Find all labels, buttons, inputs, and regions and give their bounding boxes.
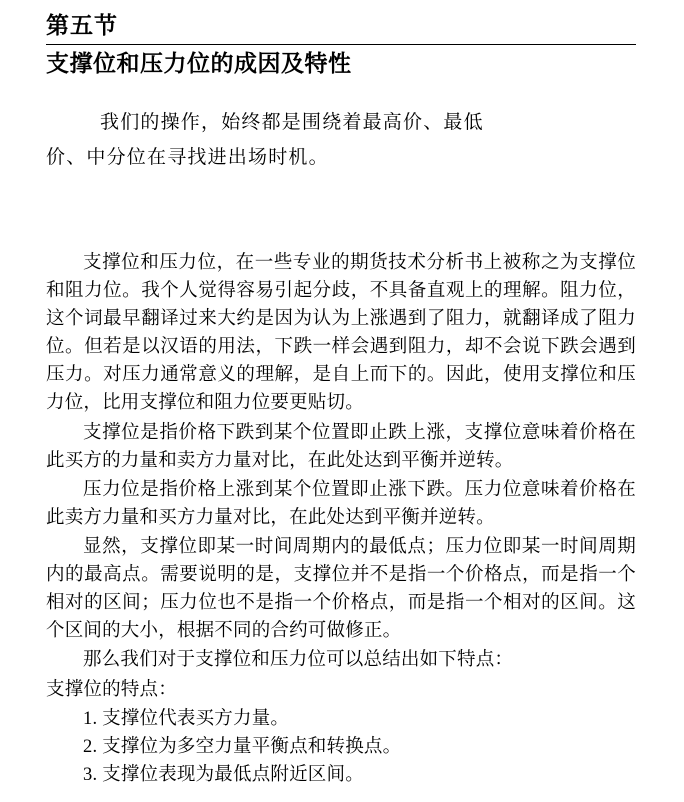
list-title: 支撑位的特点： — [46, 679, 177, 700]
paragraph: 那么我们对于支撑位和压力位可以总结出如下特点： — [83, 650, 514, 671]
intro-line-1: 我们的操作，始终都是围绕着最高价、最低 — [100, 110, 484, 133]
paragraph: 支撑位和压力位，在一些专业的期货技术分析书上被称之为支撑位和阻力位。我个人觉得容易引起分歧，不具备直观上的理解。阻力位，这个词最早翻译过来大约是因为认为上涨遇到了阻力，就翻译成了阻力位。但若是以汉语的用法，下跌一样会遇到阻力，却不会说下跌会遇到压力。对压力通常意义的理解，是自上而下的。因此，使用支撑位和压力位，比用支撑位和阻力位要更贴切。 — [46, 252, 636, 414]
list-item: 3. 支撑位表现为最低点附近区间。 — [83, 764, 364, 785]
feature-list — [46, 705, 636, 789]
section-number: 第五节 — [46, 13, 118, 38]
page-title: 支撑位和压力位的成因及特性 — [46, 50, 352, 76]
list-item: 1. 支撑位代表买方力量。 — [83, 708, 290, 729]
body-text — [46, 249, 636, 789]
heading-divider — [46, 44, 636, 45]
paragraph: 支撑位是指价格下跌到某个位置即止跌上涨，支撑位意味着价格在此买方的力量和卖方力量对比，在此处达到平衡并逆转。 — [46, 422, 636, 471]
intro-block — [46, 105, 636, 175]
document-page — [0, 12, 684, 802]
intro-line-2: 价、中分位在寻找进出场时机。 — [46, 145, 329, 168]
list-item: 2. 支撑位为多空力量平衡点和转换点。 — [83, 736, 402, 757]
paragraph: 压力位是指价格上涨到某个位置即止涨下跌。压力位意味着价格在此卖方力量和买方力量对比，在此处达到平衡并逆转。 — [46, 479, 636, 528]
paragraph: 显然，支撑位即某一时间周期内的最低点；压力位即某一时间周期内的最高点。需要说明的是，支撑位并不是指一个价格点，而是指一个相对的区间；压力位也不是指一个价格点，而是指一个相对的区间。这个区间的大小，根据不同的合约可做修正。 — [46, 537, 636, 642]
